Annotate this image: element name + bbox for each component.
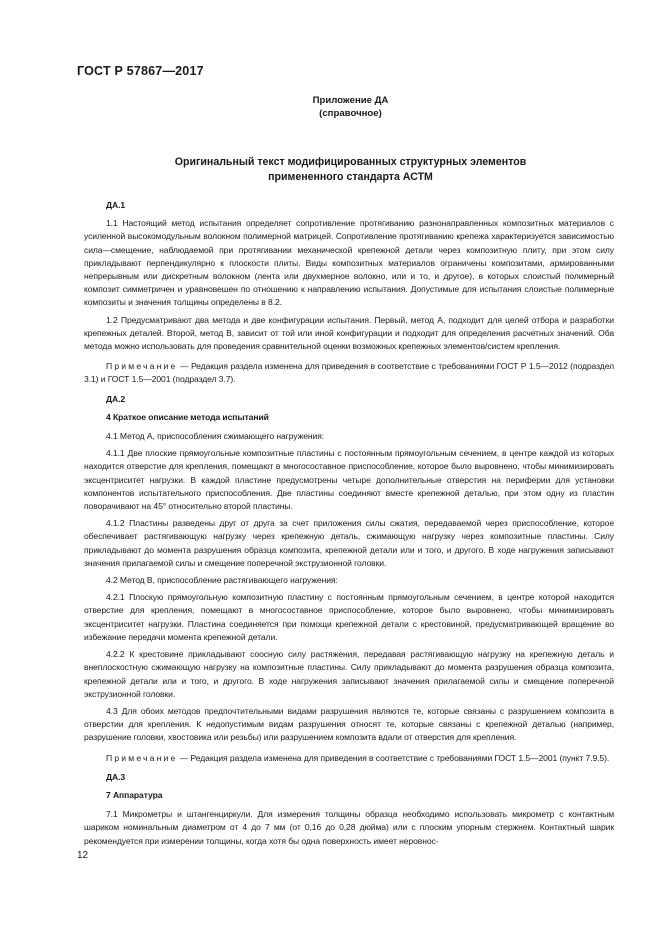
heading-section-4: 4 Краткое описание метода испытаний bbox=[106, 411, 269, 422]
document-code: ГОСТ Р 57867—2017 bbox=[77, 64, 204, 78]
section-da1-label: ДА.1 bbox=[106, 200, 126, 210]
paragraph-4-1-2: 4.1.2 Пластины разведены друг от друга за счет приложения силы сжатия, передаваемой через приспособление, которое обеспечивает растягивающую нагрузку через крепежную деталь, сжимающую нагрузку через композитные пластины. Силу прикладывают до момента разрушения образца композита, крепежной детали или и того, и другого. В ходе нагружения записывают значения прилагаемой силы и смещение поперечной экструзионной головки. bbox=[84, 518, 614, 568]
paragraph-1-2: 1.2 Предусматривают два метода и две конфигурации испытания. Первый, метод А, подходит для целей отбора и разработки крепежных деталей. Второй, метод В, зависит от той или иной конфигурации и подходит для определения расчетных значений. Оба метода можно использовать для проведения сравнительной оценки возможных крепежных элементов/систем крепления. bbox=[84, 314, 614, 352]
paragraph-4-1-1: 4.1.1 Две плоские прямоугольные композитные пластины с постоянным прямоугольным сечением, в центре каждой из которых находится отверстие для крепления, помещают в многосоставное приспособление, которое было выровнено, чтобы минимизировать эксцентриситет нагрузки. В каждой пластине предусмотрены четыре дополнительные отверстия на периферии для установки компонентов испытательного приспособления. Две пластины соединяют вместе крепежной деталью, при этом одну из пластин поворачивают на 45° относительно второй пластины. bbox=[84, 448, 614, 512]
section-da3-label: ДА.3 bbox=[106, 771, 126, 782]
paragraph-4-2: 4.2 Метод В, приспособление растягивающего нагружения: bbox=[106, 575, 338, 586]
document-title bbox=[0, 155, 661, 185]
note-2 bbox=[84, 752, 614, 765]
heading-section-7: 7 Аппаратура bbox=[106, 789, 163, 800]
document-body bbox=[84, 199, 614, 848]
paragraph-1-1: 1.1 Настоящий метод испытания определяет сопротивление протягиванию разнонаправленных композитных материалов с усиленной высокомодульным волокном полимерной матрицей. Сопротивление протягиванию крепежа характеризуется зависимостью сила—смещение, наблюдаемой при протягивании механической крепежной детали через композитную плиту, при этом силу прикладывают перпендикулярно к плоскости плиты. Виды композитных материалов ограничены композитами, армированными непрерывным или дискретным волокном (лента или двухмерное волокно, или и то, и другое), в которых слоистый полимерный композит симметричен и уравновешен по отношению к направлению испытания. Допустимые для испытания слоистые полимерные композиты и значения толщины определены в 8.2. bbox=[84, 218, 614, 308]
page-number: 12 bbox=[77, 850, 89, 861]
appendix-heading bbox=[0, 95, 661, 119]
document-title-line-2: примененного стандарта АСТМ bbox=[268, 171, 433, 183]
paragraph-7-1: 7.1 Микрометры и штангенциркули. Для измерения толщины образца необходимо использовать микрометр с контактным шариком номинальным диаметром от 4 до 7 мм (от 0,16 до 0,28 дюйма) или с плоским упорным стержнем. Контактный шарик рекомендуется при измерении толщины, когда хотя бы одна поверхность имеет неровнос- bbox=[84, 809, 614, 846]
paragraph-4-1: 4.1 Метод А, приспособления сжимающего нагружения: bbox=[106, 431, 325, 442]
paragraph-4-3: 4.3 Для обоих методов предпочтительными видами разрушения являются те, которые связаны с разрушением композита в отверстии для крепления. К недопустимым видам разрушения относят те, которые связаны с крепежной деталью (например, разрушение головки, хвостовика или резьбы) или разрушением композита вдали от отверстия для крепления. bbox=[84, 705, 614, 743]
note-2-label: Примечание bbox=[106, 752, 178, 763]
section-da2-label: ДА.2 bbox=[106, 393, 126, 404]
document-title-line-1: Оригинальный текст модифицированных структурных элементов bbox=[174, 156, 527, 168]
appendix-subtitle: (справочное) bbox=[319, 108, 382, 119]
paragraph-4-2-1: 4.2.1 Плоскую прямоугольную композитную пластину с постоянным прямоугольным сечением, в центре которой находится отверстие для крепления, помещают в многосоставное приспособление, которое было выровнено, чтобы минимизировать эксцентриситет нагрузки. Пластина соединяется при помощи крепежной детали с крестовиной, предусматривающей вращение во избежание передачи момента крепежной детали. bbox=[84, 592, 614, 642]
note-1-text: — Редакция раздела изменена для приведения в соответствие с требованиями ГОСТ Р 1.5—2012 (подраздел 3.1) и ГОСТ 1.5—2001 (подраздел 3.7). bbox=[84, 361, 614, 385]
note-1-label: Примечание bbox=[106, 361, 178, 372]
appendix-title: Приложение ДА bbox=[312, 95, 389, 106]
note-2-text: — Редакция раздела изменена для приведения в соответствие с требованиями ГОСТ 1.5—2001 (пункт 7.9.5). bbox=[177, 752, 610, 763]
note-1 bbox=[84, 360, 614, 386]
paragraph-4-2-2: 4.2.2 К крестовине прикладывают соосную силу растяжения, передавая растягивающую нагрузку на крепежную деталь и внеплоскостную сжимающую нагрузку на композитные пластины. Силу прикладывают до момента разрушения образца композита, крепежной детали или и того, и другого. В ходе нагружения записывают значения прилагаемой силы и смещение поперечной экструзионной головки. bbox=[84, 649, 614, 699]
